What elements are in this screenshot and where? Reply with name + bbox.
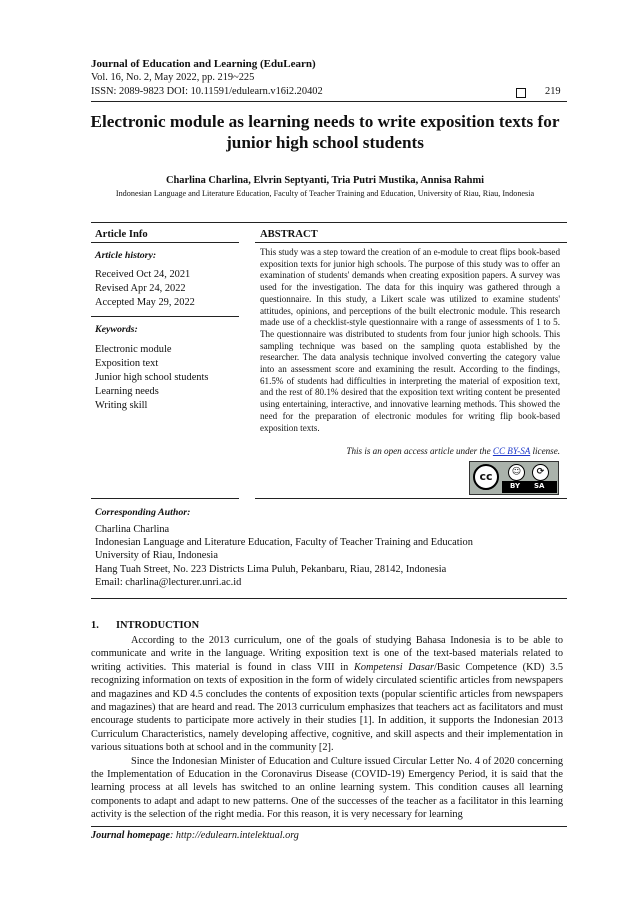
revised-date: Revised Apr 24, 2022 [95,283,186,294]
journal-homepage [91,830,299,841]
abstract-heading: ABSTRACT [260,229,318,240]
keyword-item: Junior high school students [95,372,209,383]
author-university: University of Riau, Indonesia [95,550,218,562]
badge-by-label: BY [510,482,521,490]
page-number: 219 [545,86,561,97]
abstract-bottom-rule [255,498,567,499]
share-alike-icon: ⟳ [532,464,549,481]
paper-title [80,111,570,153]
issn-line: ISSN: 2089-9823 DOI: 10.11591/edulearn.v16i2.20402 [91,86,323,97]
paragraph-text: According to the 2013 curriculum, one of the goals of studying Bahasa Indonesia is to be able to communicate and write in the language. Writing exposition text is one of the text-based materials related to writing activities. This material is found in class VIII in [91,635,563,673]
intro-body [91,634,563,822]
keyword-list [95,343,208,413]
article-history-label: Article history: [95,250,157,261]
keywords-label: Keywords: [95,324,138,335]
abstract-heading-rule [255,242,567,243]
paragraph [91,634,563,755]
cc-by-sa-badge[interactable] [469,461,559,495]
homepage-label: Journal homepage [91,830,170,841]
info-bottom-rule [91,498,239,499]
keyword-item: Electronic module [95,344,172,355]
title-line-1: Electronic module as learning needs to write exposition texts for [90,112,560,131]
homepage-url[interactable]: : http://edulearn.intelektual.org [169,830,299,841]
abstract-body: This study was a step toward the creation of an e-module to creat flips book-based exposition texts for junior high schools. The purpose of this study was to offer an examination of students' demands when creating exposition papers. A survey was used for the investigation. The data for this inquiry was gathered through a questionnaire. In this study, a Likert scale was utilized to examine students' attitudes, opinions, and perceptions of the built electronic module. This research made use of a checklist-style questionnaire with a range of assessments of 1 to 5. The questionnaire was distributed to students from four junior high schools. This sampling technique was based on the sampling quota established by the researcher. The data analysis technique involved converting the category value into an assessment score and examining the result. According to the findings, 61.5% of students had difficulties in interpreting the material of exposition text, and the rest of 80.1% desired that the exposition text writing content be presented using entertaining, interactive, and innovative learning methods. This showed the need for the preparation of electronic modules for writing flip book-based exposition texts. [260,247,560,433]
footer-rule [91,826,567,827]
checkbox-square-icon [516,88,526,98]
section-number: 1. [91,620,99,631]
info-top-rule [91,222,567,223]
corresponding-author-label: Corresponding Author: [95,507,191,518]
keyword-item: Learning needs [95,386,159,397]
accepted-date: Accepted May 29, 2022 [95,297,195,308]
section-title: INTRODUCTION [116,620,200,631]
person-icon: ☺ [508,464,525,481]
creative-commons-icon: cc [473,464,499,490]
italic-term: Kompetensi Dasar [353,661,435,673]
author-email: Email: charlina@lecturer.unri.ac.id [95,576,242,588]
author-list: Charlina Charlina, Elvrin Septyanti, Tria Putri Mustika, Annisa Rahmi [165,175,485,186]
corresponding-bottom-rule [91,598,567,599]
keyword-item: Writing skill [95,400,148,411]
author-name: Charlina Charlina [95,524,170,535]
volume-line: Vol. 16, No. 2, May 2022, pp. 219~225 [91,72,255,83]
license-suffix: license. [530,446,560,456]
author-address: Hang Tuah Street, No. 223 Districts Lima Puluh, Pekanbaru, Riau, 28142, Indonesia [95,563,447,575]
header-rule [91,101,567,102]
received-date: Received Oct 24, 2021 [95,269,191,280]
history-divider [91,316,239,317]
paragraph-text: /Basic Competence (KD) 3.5 recognizing information on texts of exposition in the form of widely circulated scientific articles from newspapers and magazines and KD 4.5 concludes the contents of exposition texts (popular scientific articles from newspapers and magazines) that are heard and read. The 2013 curriculum emphasizes that teachers act as facilitators and must encourage students to participate more actively in their studies [1]. In addition, it supports the Indonesian 2013 Curriculum Characteristics, namely developing affective, cognitive, and skill aspects and their implementation in various situations both at school and in the community [2]. [91,661,563,754]
license-statement [260,446,560,456]
info-heading-rule [91,242,239,243]
corresponding-author-details [95,523,473,589]
author-department: Indonesian Language and Literature Education, Faculty of Teacher Training and Education [95,537,473,549]
paragraph: Since the Indonesian Minister of Education and Culture issued Circular Letter No. 4 of 2020 concerning the Implementation of Education in the Coronavirus Disease (COVID-19) Emergency Period, it is said that the learning process at all levels has switched to an online learning system. This condition causes all learning components to adapt and adapt to new patterns. One of the successes of the teacher as a facilitator in this learning activity is the selection of the right media. For this reason, it is very necessary for learning [91,755,563,821]
badge-sa-label: SA [534,482,545,490]
license-prefix: This is an open access article under the [346,446,493,456]
affiliation: Indonesian Language and Literature Education, Faculty of Teacher Training and Education, University of Riau, Riau, Indonesia [115,189,535,198]
title-line-2: junior high school students [226,133,424,152]
article-history-list [95,268,195,310]
journal-name: Journal of Education and Learning (EduLearn) [91,58,316,70]
section-heading [91,620,199,631]
cc-by-sa-link[interactable]: CC BY-SA [492,446,531,456]
article-info-heading: Article Info [95,229,148,240]
keyword-item: Exposition text [95,358,159,369]
